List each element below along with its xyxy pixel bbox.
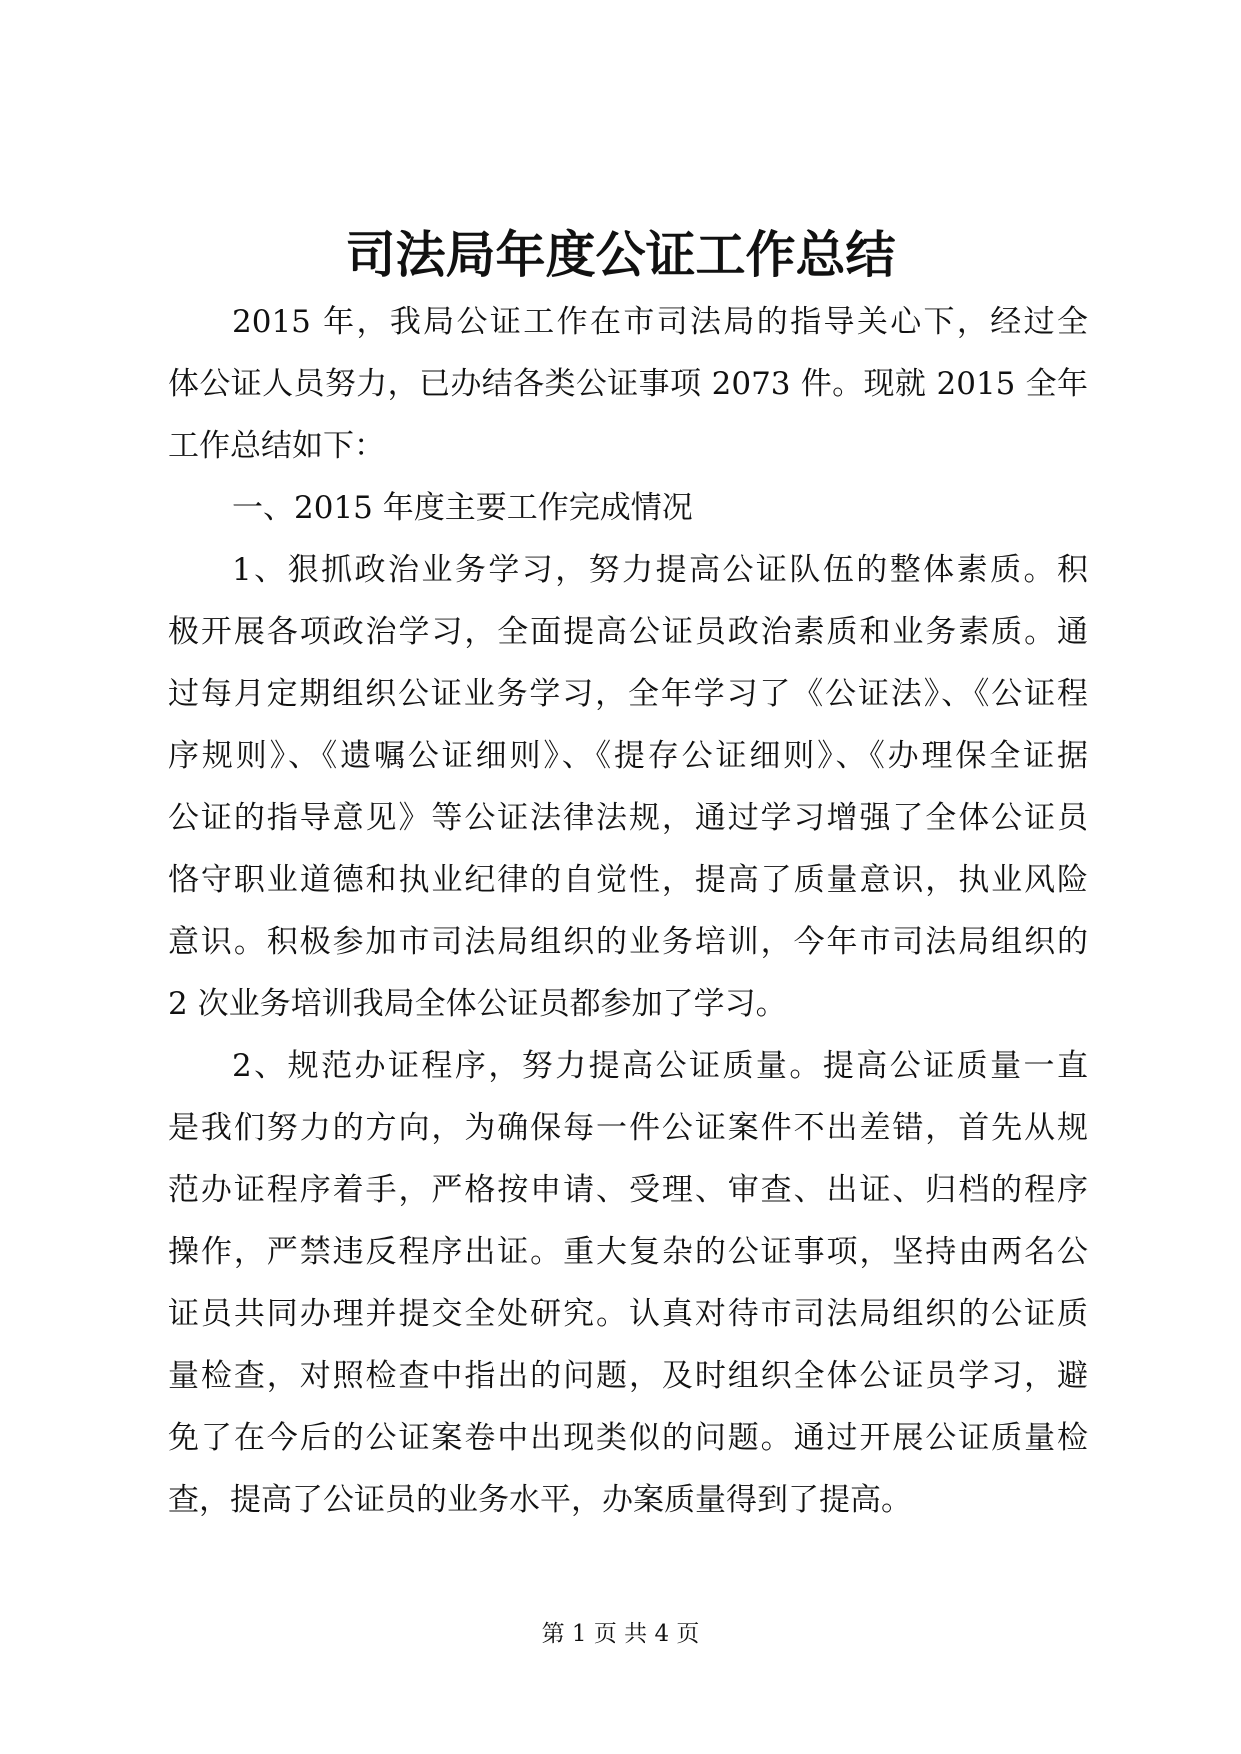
paragraph-line: 过每月定期组织公证业务学习，全年学习了《公证法》、《公证程 xyxy=(168,676,1088,712)
paragraph-line: 2 次业务培训我局全体公证员都参加了学习。 xyxy=(168,986,787,1022)
paragraph xyxy=(168,539,1088,1035)
paragraph xyxy=(168,1035,1088,1531)
paragraph-line: 量检查，对照检查中指出的问题，及时组织全体公证员学习，避 xyxy=(168,1358,1088,1394)
document-body xyxy=(168,291,1088,1531)
paragraph xyxy=(168,291,1088,477)
paragraph-line: 证员共同办理并提交全处研究。认真对待市司法局组织的公证质 xyxy=(168,1296,1088,1332)
document-title: 司法局年度公证工作总结 xyxy=(345,226,896,284)
paragraph-line: 体公证人员努力，已办结各类公证事项 2073 件。现就 2015 全年 xyxy=(168,366,1088,402)
paragraph-line: 免了在今后的公证案卷中出现类似的问题。通过开展公证质量检 xyxy=(168,1420,1088,1456)
paragraph-line: 1、狠抓政治业务学习，努力提高公证队伍的整体素质。积 xyxy=(232,552,1088,588)
paragraph-line: 2、规范办证程序，努力提高公证质量。提高公证质量一直 xyxy=(232,1048,1088,1084)
paragraph-line: 查，提高了公证员的业务水平，办案质量得到了提高。 xyxy=(168,1482,912,1518)
paragraph-line: 操作，严禁违反程序出证。重大复杂的公证事项，坚持由两名公 xyxy=(168,1234,1088,1270)
paragraph-line: 范办证程序着手，严格按申请、受理、审查、出证、归档的程序 xyxy=(168,1172,1088,1208)
paragraph-line: 是我们努力的方向，为确保每一件公证案件不出差错，首先从规 xyxy=(168,1110,1088,1146)
paragraph-line: 极开展各项政治学习，全面提高公证员政治素质和业务素质。通 xyxy=(168,614,1088,650)
paragraph-line: 意识。积极参加市司法局组织的业务培训，今年市司法局组织的 xyxy=(168,924,1088,960)
paragraph xyxy=(168,477,1088,539)
paragraph-line: 2015 年，我局公证工作在市司法局的指导关心下，经过全 xyxy=(232,304,1088,340)
paragraph-line: 公证的指导意见》等公证法律法规，通过学习增强了全体公证员 xyxy=(168,800,1088,836)
paragraph-line: 一、2015 年度主要工作完成情况 xyxy=(232,490,693,526)
page-number-footer: 第 1 页 共 4 页 xyxy=(541,1621,700,1647)
paragraph-line: 工作总结如下： xyxy=(168,428,385,464)
paragraph-line: 恪守职业道德和执业纪律的自觉性，提高了质量意识，执业风险 xyxy=(168,862,1088,898)
paragraph-line: 序规则》、《遗嘱公证细则》、《提存公证细则》、《办理保全证据 xyxy=(168,738,1088,774)
